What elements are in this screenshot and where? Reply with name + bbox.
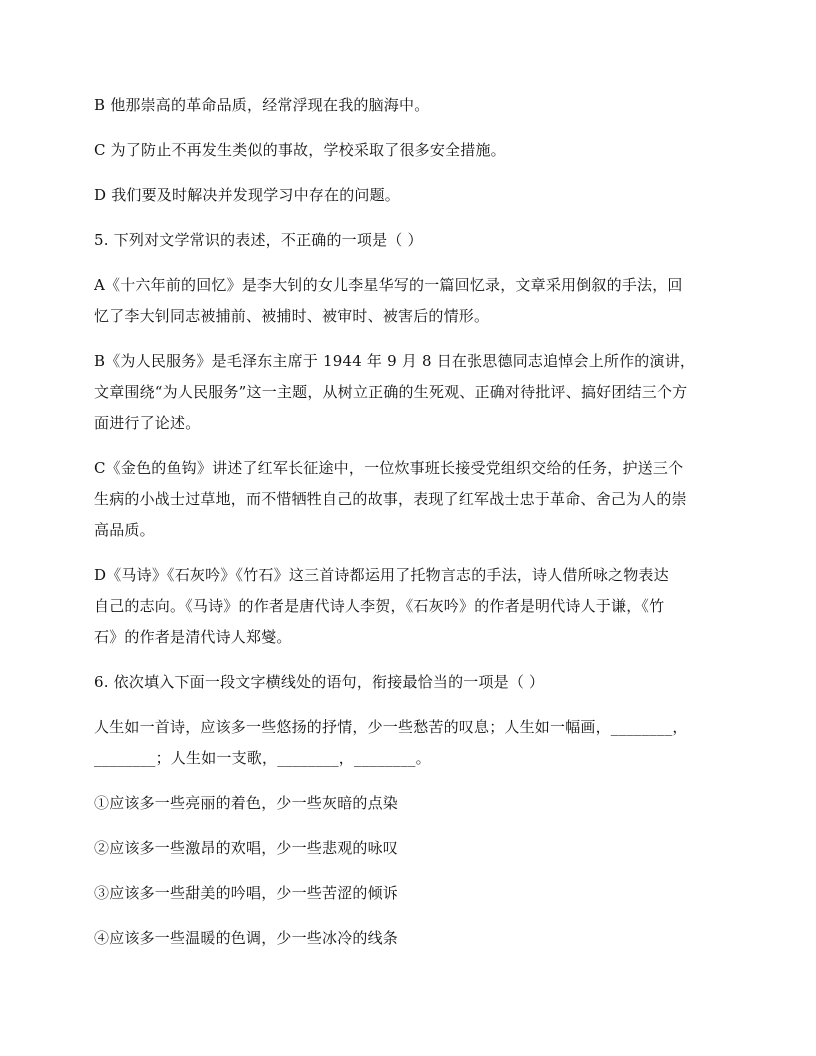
q5-option-a-line: A《十六年前的回忆》是李大钊的女儿李星华写的一篇回忆录，文章采用倒叙的手法，回 xyxy=(94,276,683,294)
q5-option-c xyxy=(94,453,726,546)
q5-option-d-line: 石》的作者是清代诗人郑燮。 xyxy=(94,628,292,646)
q5-option-b xyxy=(94,346,726,439)
q5-option-d-line: 自己的志向。《马诗》的作者是唐代诗人李贺，《石灰吟》的作者是明代诗人于谦，《竹 xyxy=(94,597,665,615)
q6-passage xyxy=(94,712,726,774)
q6-item-text: ②应该多一些激昂的欢唱，少一些悲观的咏叹 xyxy=(94,839,399,857)
q6-item-4 xyxy=(94,923,726,954)
q5-option-a xyxy=(94,270,726,332)
q6-stem xyxy=(94,667,726,698)
q6-passage-line: 人生如一首诗，应该多一些悠扬的抒情，少一些愁苦的叹息；人生如一幅画，________， xyxy=(94,718,688,736)
q6-item-1 xyxy=(94,788,726,819)
q5-option-b-line: 文章围绕“为人民服务”这一主题，从树立正确的生死观、正确对待批评、搞好团结三个方 xyxy=(94,383,688,401)
q6-item-text: ①应该多一些亮丽的着色，少一些灰暗的点染 xyxy=(94,794,399,812)
q4-option-b-text: B 他那崇高的革命品质，经常浮现在我的脑海中。 xyxy=(94,96,430,114)
q5-option-d xyxy=(94,560,726,653)
q6-item-text: ③应该多一些甜美的吟唱，少一些苦涩的倾诉 xyxy=(94,884,399,902)
q4-option-c xyxy=(94,135,726,166)
q6-stem-text: 6. 依次填入下面一段文字横线处的语句，衔接最恰当的一项是（ ） xyxy=(94,673,545,691)
q5-stem-text: 5. 下列对文学常识的表述，不正确的一项是（ ） xyxy=(94,231,423,249)
q6-item-text: ④应该多一些温暖的色调，少一些冰冷的线条 xyxy=(94,929,399,947)
q5-stem xyxy=(94,225,726,256)
q5-option-a-line: 忆了李大钊同志被捕前、被捕时、被审时、被害后的情形。 xyxy=(94,307,490,325)
q4-option-d-text: D 我们要及时解决并发现学习中存在的问题。 xyxy=(94,186,400,204)
q5-option-b-line: 面进行了论述。 xyxy=(94,414,201,432)
q5-option-c-line: C《金色的鱼钩》讲述了红军长征途中，一位炊事班长接受党组织交给的任务，护送三个 xyxy=(94,459,684,477)
q4-option-c-text: C 为了防止不再发生类似的事故，学校采取了很多安全措施。 xyxy=(94,141,506,159)
q6-item-2 xyxy=(94,833,726,864)
q4-option-b xyxy=(94,90,726,121)
q6-item-3 xyxy=(94,878,726,909)
q5-option-c-line: 生病的小战士过草地，而不惜牺牲自己的故事，表现了红军战士忠于革命、舍己为人的崇 xyxy=(94,490,687,508)
q4-option-d xyxy=(94,180,726,211)
q5-option-c-line: 高品质。 xyxy=(94,521,155,539)
q5-option-b-line: B《为人民服务》是毛泽东主席于 1944 年 9 月 8 日在张思德同志追悼会上所作的演讲， xyxy=(94,352,696,370)
q5-option-d-line: D《马诗》《石灰吟》《竹石》这三首诗都运用了托物言志的手法，诗人借所咏之物表达 xyxy=(94,566,669,584)
q6-passage-line: ________；人生如一支歌，________，________。 xyxy=(94,749,431,767)
document-body xyxy=(94,90,726,968)
